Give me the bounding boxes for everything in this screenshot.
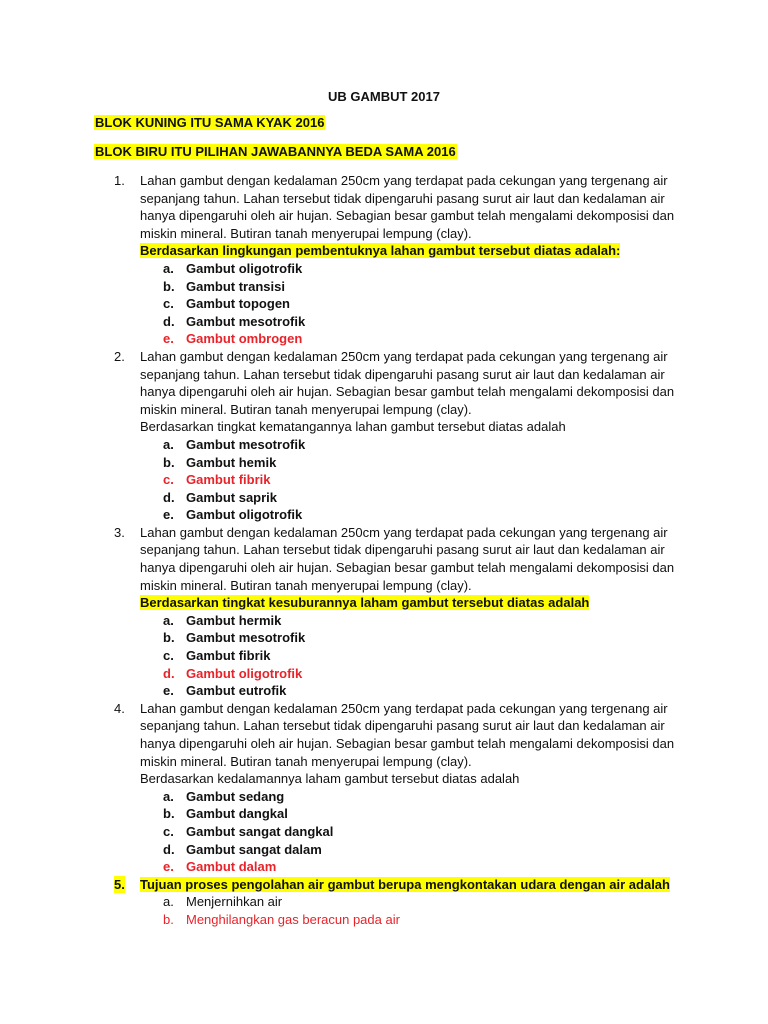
option-list <box>140 788 768 876</box>
option-letter: d. <box>163 489 175 505</box>
option-e-correct <box>140 330 768 348</box>
option-list <box>140 260 768 348</box>
option-list <box>140 436 768 524</box>
option-text: Gambut dalam <box>186 859 277 875</box>
question-stem: Lahan gambut dengan kedalaman 250cm yang terdapat pada cekungan yang tergenang air sepanjang tahun. Lahan tersebut tidak dipengaruhi pasang surut air laut dan kedalaman air hanya dipengaruhi oleh air hujan. Sebagian besar gambut telah mengalami dekomposisi dan miskin mineral. Butiran tanah menyerupai lempung (clay). <box>140 173 675 241</box>
option-text: Menjernihkan air <box>186 894 283 910</box>
option-e <box>140 506 768 524</box>
option-letter: c. <box>163 648 174 664</box>
question-prompt-text: Berdasarkan lingkungan pembentuknya lahan gambut tersebut diatas adalah: <box>140 243 621 259</box>
option-d <box>140 489 768 507</box>
option-text: Gambut sangat dangkal <box>186 823 334 839</box>
option-letter: b. <box>163 630 175 646</box>
option-text: Gambut ombrogen <box>186 331 303 347</box>
option-b-correct <box>140 911 768 929</box>
option-text: Gambut oligotrofik <box>186 665 303 681</box>
option-letter: a. <box>163 612 174 628</box>
option-c <box>140 823 768 841</box>
option-letter: e. <box>163 331 174 347</box>
option-c-correct <box>140 471 768 489</box>
option-letter: c. <box>163 823 174 839</box>
option-list <box>140 893 768 928</box>
option-a <box>140 893 768 911</box>
option-text: Gambut oligotrofik <box>186 507 303 523</box>
option-text: Menghilangkan gas beracun pada air <box>186 911 400 927</box>
option-text: Gambut hermik <box>186 612 282 628</box>
option-b <box>140 629 768 647</box>
question-prompt-text: Berdasarkan tingkat kematangannya lahan gambut tersebut diatas adalah <box>140 419 566 435</box>
document-title: UB GAMBUT 2017 <box>328 89 440 104</box>
question-prompt-text: Berdasarkan kedalamannya laham gambut tersebut diatas adalah <box>140 771 520 787</box>
option-letter: c. <box>163 472 174 488</box>
option-e-correct <box>140 858 768 876</box>
question-stem: Lahan gambut dengan kedalaman 250cm yang terdapat pada cekungan yang tergenang air sepanjang tahun. Lahan tersebut tidak dipengaruhi pasang surut air laut dan kedalaman air hanya dipengaruhi oleh air hujan. Sebagian besar gambut telah mengalami dekomposisi dan miskin mineral. Butiran tanah menyerupai lempung (clay). <box>140 348 675 417</box>
option-text: Gambut sedang <box>186 788 285 804</box>
question-prompt <box>140 770 680 788</box>
option-b <box>140 278 768 296</box>
option-b <box>140 454 768 472</box>
option-text: Gambut mesotrofik <box>186 436 306 452</box>
question-number: 2. <box>114 348 125 364</box>
option-letter: e. <box>163 507 174 523</box>
question-number: 5. <box>114 876 125 892</box>
note-yellow-text: BLOK KUNING ITU SAMA KYAK 2016 <box>95 115 325 130</box>
option-text: Gambut dangkal <box>186 806 288 822</box>
option-c <box>140 295 768 313</box>
question-stem: Lahan gambut dengan kedalaman 250cm yang terdapat pada cekungan yang tergenang air sepanjang tahun. Lahan tersebut tidak dipengaruhi pasang surut air laut dan kedalaman air hanya dipengaruhi oleh air hujan. Sebagian besar gambut telah mengalami dekomposisi dan miskin mineral. Butiran tanah menyerupai lempung (clay). <box>140 524 675 593</box>
question-number: 1. <box>114 173 125 188</box>
question-list <box>0 172 768 929</box>
question-2 <box>0 348 768 524</box>
option-d-correct <box>140 665 768 683</box>
option-e <box>140 682 768 700</box>
option-c <box>140 647 768 665</box>
note-blue-text: BLOK BIRU ITU PILIHAN JAWABANNYA BEDA SAMA 2016 <box>95 144 456 159</box>
option-d <box>140 313 768 331</box>
question-number: 3. <box>114 524 125 540</box>
option-text: Gambut saprik <box>186 489 278 505</box>
option-text: Gambut topogen <box>186 296 290 312</box>
option-letter: a. <box>163 260 174 276</box>
option-letter: a. <box>163 436 174 452</box>
option-letter: e. <box>163 859 174 875</box>
option-text: Gambut sangat dalam <box>186 841 322 857</box>
note-blue-block <box>94 143 457 160</box>
option-text: Gambut fibrik <box>186 472 271 488</box>
question-4 <box>0 700 768 876</box>
option-a <box>140 436 768 454</box>
option-list <box>140 612 768 700</box>
question-number: 4. <box>114 700 125 716</box>
option-letter: a. <box>163 894 174 910</box>
option-a <box>140 260 768 278</box>
option-b <box>140 805 768 823</box>
option-letter: d. <box>163 665 175 681</box>
question-1 <box>0 172 768 348</box>
option-a <box>140 612 768 630</box>
option-letter: b. <box>163 806 175 822</box>
note-yellow-block <box>94 114 325 131</box>
option-letter: b. <box>163 278 175 294</box>
option-text: Gambut oligotrofik <box>186 260 303 276</box>
option-text: Gambut fibrik <box>186 648 271 664</box>
option-text: Gambut mesotrofik <box>186 630 306 646</box>
option-letter: c. <box>163 296 174 312</box>
question-prompt <box>140 242 680 260</box>
option-letter: b. <box>163 911 174 927</box>
question-stem: Lahan gambut dengan kedalaman 250cm yang terdapat pada cekungan yang tergenang air sepanjang tahun. Lahan tersebut tidak dipengaruhi pasang surut air laut dan kedalaman air hanya dipengaruhi oleh air hujan. Sebagian besar gambut telah mengalami dekomposisi dan miskin mineral. Butiran tanah menyerupai lempung (clay). <box>140 700 675 769</box>
option-text: Gambut eutrofik <box>186 683 287 699</box>
option-d <box>140 841 768 859</box>
question-prompt-text: Berdasarkan tingkat kesuburannya laham gambut tersebut diatas adalah <box>140 595 590 611</box>
question-prompt <box>140 418 680 436</box>
option-text: Gambut transisi <box>186 278 285 294</box>
option-letter: d. <box>163 841 175 857</box>
option-a <box>140 788 768 806</box>
question-3 <box>0 524 768 700</box>
question-prompt <box>140 594 680 612</box>
option-text: Gambut mesotrofik <box>186 313 306 329</box>
option-letter: b. <box>163 454 175 470</box>
question-stem-text: Tujuan proses pengolahan air gambut berupa mengkontakan udara dengan air adalah <box>140 876 670 892</box>
option-letter: e. <box>163 683 174 699</box>
question-stem <box>140 876 680 894</box>
option-letter: a. <box>163 788 174 804</box>
option-letter: d. <box>163 313 175 329</box>
question-5 <box>0 876 768 929</box>
option-text: Gambut hemik <box>186 454 277 470</box>
